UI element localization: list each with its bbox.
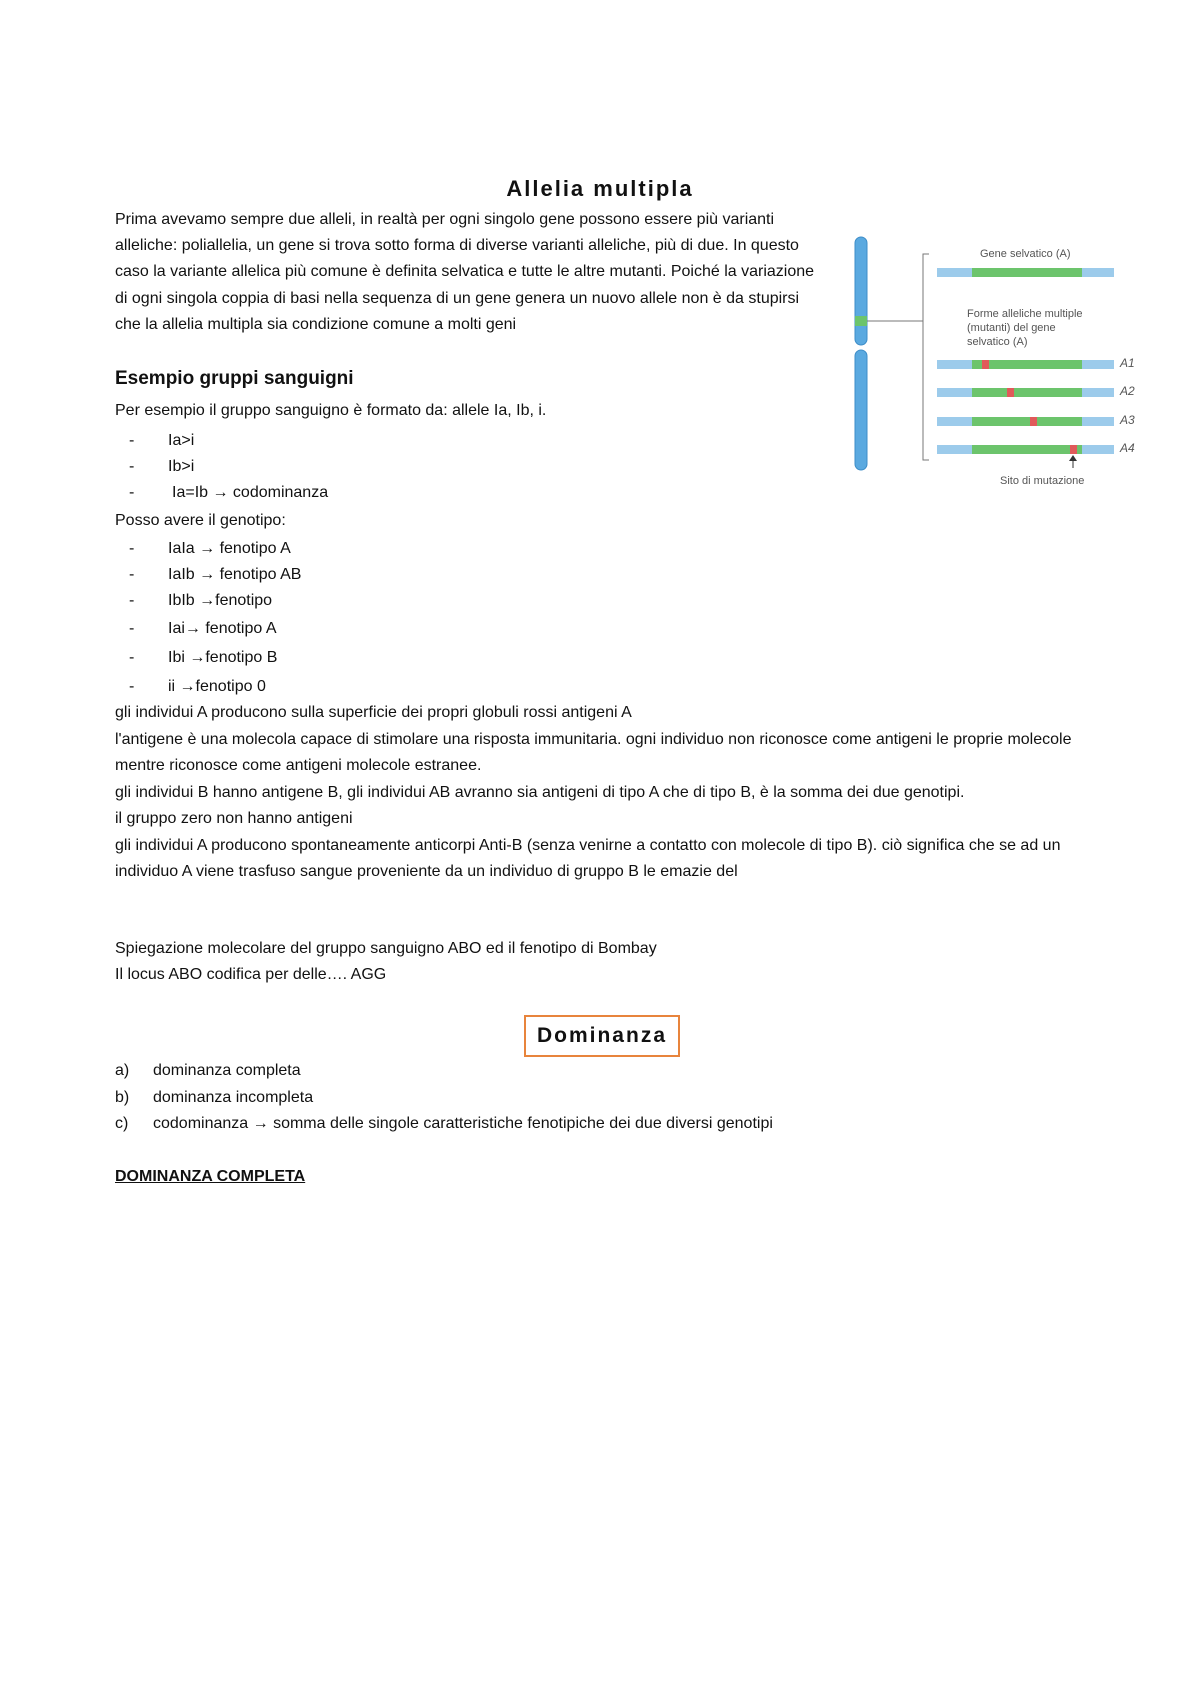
chromosome	[855, 237, 867, 345]
complete-dominance-heading: DOMINANZA COMPLETA	[115, 1168, 306, 1185]
body-paragraph: gli individui A producono spontaneamente anticorpi Anti-B (senza venirne a contatto con molecole di tipo B). ciò significa che se ad un individuo A viene trasfuso sangue proveniente da un individuo di gruppo B le emazie del	[115, 836, 1061, 880]
antigen-text	[115, 700, 1095, 886]
blood-group-heading: Esempio gruppi sanguigni	[115, 368, 354, 389]
document-page: Allelia multipla Prima avevamo sempre due alleli, in realtà per ogni singolo gene possono essere più varianti alleliche: poliallelia, un gene si trova sotto forma di diverse varianti alleliche, più di due. In questo caso la variante allelica più comune è definita selvatica e tutte le altre mutanti. Poiché la variazione di ogni singola coppia di basi nella sequenza di un gene genera un nuovo allele non è da stupirsi che la allelia multipla sia condizione comune a molti geni Esempio gruppi sanguigni Per esempio il gruppo sanguigno è formato da: allele Ia, Ib, i. - Ia>i - Ib>i - Ia=Ib → codominanza Posso avere il genotipo: - IaIa → fenotipo A - IaIb → fenotipo AB - IbIb →fenotipo - Iai→ fenotipo A - Ibi →fenotipo B - ii →fenotipo 0 gli individui A producono sulla superficie dei propri globuli rossi antigeni A l'antigene è una molecola capace di stimolare una risposta immunitaria. ogni individuo non riconosce come antigeni le proprie molecole mentre riconosce come antigeni molecole estranee. gli individui B hanno antigene B, gli individui AB avranno sia antigeni di tipo A che di tipo B, è la somma dei due genotipi. il gruppo zero non hanno antigeni gli individui A producono spontaneamente anticorpi Anti-B (senza venirne a contatto con molecole di tipo B). ciò significa che se ad un individuo A viene trasfuso sangue proveniente da un individuo di gruppo B le emazie del Spiegazione molecolare del gruppo sanguigno ABO ed il fenotipo di Bombay Il locus ABO codifica per delle…. AGG Dominanza a) dominanza completa b) dominanza incompleta c) codominanza → somma delle singole caratteristiche fenotipiche dei due diversi genotipi DOMINANZA COMPLETA Gene selvatico (A) Forme alleliche multiple (mutanti) del gene selvatico (A) A1 A2 A3 A4 Sito di mutazione	[0, 0, 1200, 1698]
intro-paragraph: Prima avevamo sempre due alleli, in realtà per ogni singolo gene possono essere più varianti alleliche: poliallelia, un gene si trova sotto forma di diverse varianti alleliche, più di due. In questo caso la variante allelica più comune è definita selvatica e tutte le altre mutanti. Poiché la variazione di ogni singola coppia di basi nella sequenza di un gene genera un nuovo allele non è da stupirsi che la allelia multipla sia condizione comune a molti geni	[115, 211, 815, 333]
molecular-line: Spiegazione molecolare del gruppo sanguigno ABO ed il fenotipo di Bombay	[115, 940, 657, 957]
allele-a3	[937, 417, 1114, 426]
allele-a1	[937, 360, 1114, 369]
wild-type-label: Gene selvatico (A)	[980, 248, 1071, 260]
allele-label: A4	[1120, 441, 1135, 455]
blood-group-line: Per esempio il gruppo sanguigno è formato da: allele Ia, Ib, i.	[115, 402, 547, 419]
body-paragraph: l'antigene è una molecola capace di stimolare una risposta immunitaria. ogni individuo non riconosce come antigeni le proprie molecole mentre riconosce come antigeni molecole estranee.	[115, 730, 1072, 774]
mutant-label: (mutanti) del gene	[967, 322, 1056, 334]
wild-type-gene	[937, 268, 1114, 277]
multiple-allele-figure	[845, 232, 1135, 492]
allele-a2	[937, 388, 1114, 397]
arrow-head-icon	[1069, 455, 1077, 461]
body-paragraph: gli individui A producono sulla superficie dei propri globuli rossi antigeni A	[115, 704, 632, 721]
chromosome	[855, 350, 867, 470]
dominance-heading: Dominanza	[524, 1015, 680, 1057]
page-title: Allelia multipla	[506, 176, 694, 201]
allele-a4	[937, 445, 1114, 454]
allele-label: A2	[1120, 384, 1135, 398]
gene-locus	[855, 316, 867, 326]
mutation-site-label: Sito di mutazione	[1000, 475, 1085, 487]
allele-diagram	[845, 232, 1135, 492]
mutant-label: selvatico (A)	[967, 336, 1028, 348]
allele-label: A1	[1120, 356, 1135, 370]
body-paragraph: gli individui B hanno antigene B, gli individui AB avranno sia antigeni di tipo A che di tipo B, è la somma dei due genotipi.	[115, 783, 965, 801]
molecular-line: Il locus ABO codifica per delle…. AGG	[115, 966, 387, 983]
mutant-label: Forme alleliche multiple	[967, 308, 1083, 320]
genotype-intro: Posso avere il genotipo:	[115, 512, 286, 529]
body-paragraph: il gruppo zero non hanno antigeni	[115, 810, 353, 827]
allele-label: A3	[1120, 413, 1135, 427]
